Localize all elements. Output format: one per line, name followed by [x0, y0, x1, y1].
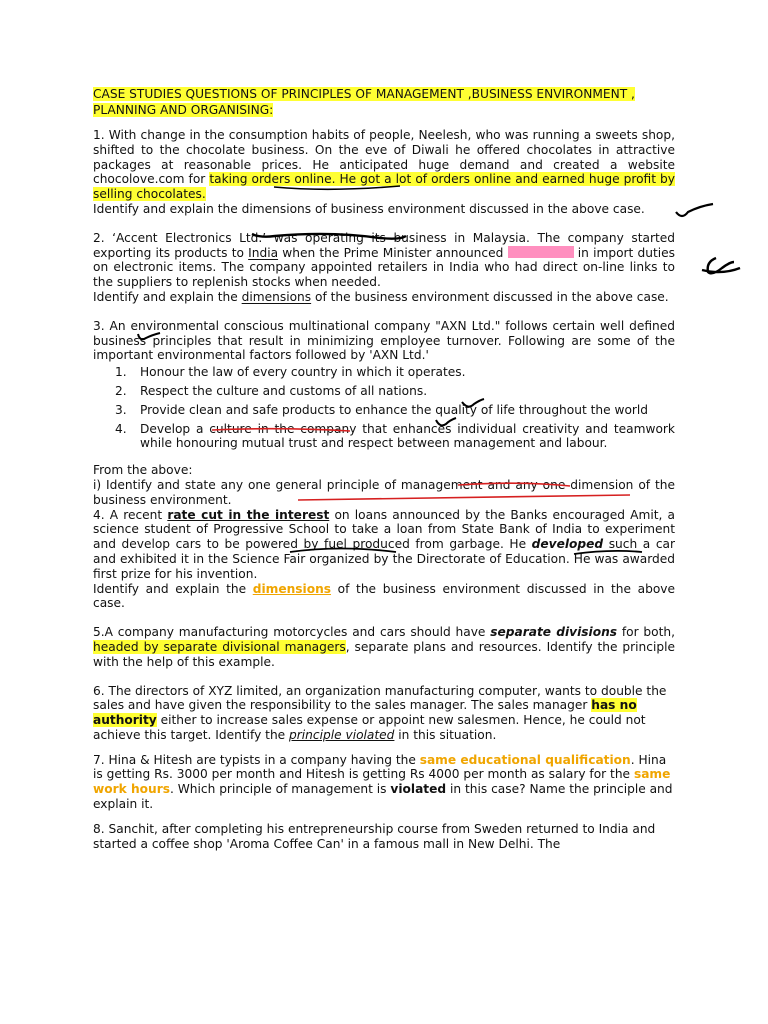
q3-factor-list	[93, 365, 675, 451]
q3-ask: i) Identify and state any one general principle of management and any one dimension of the business environment.	[93, 477, 675, 507]
list-item: 3. Provide clean and safe products to enhance the quality of life throughout the world	[115, 402, 649, 417]
document-page	[93, 86, 675, 851]
question-6: 6. The directors of XYZ limited, an organization manufacturing computer, wants to double the sales and have given the responsibility to the sales manager. The sales manager has no authority either to increase sales expense or appoint new salesmen. Hence, he could not achieve this target. Identify the principle violated in this situation.	[93, 683, 667, 742]
question-5: 5.A company manufacturing motorcycles and cars should have separate divisions for both, headed by separate divisional managers, separate plans and resources. Identify the principle with the help of this example.	[93, 625, 675, 669]
question-8: 8. Sanchit, after completing his entrepreneurship course from Sweden returned to India and started a coffee shop 'Aroma Coffee Can' in a famous mall in New Delhi. The	[93, 821, 656, 851]
q3-from-above: From the above:	[93, 463, 193, 478]
question-7: 7. Hina & Hitesh are typists in a company having the same educational qualification. Hina is getting Rs. 3000 per month and Hitesh is getting Rs 4000 per month as salary for the same work hours. Which principle of management is violated in this case? Name the principle and explain it.	[93, 752, 673, 812]
question-2-ask: Identify and explain the dimensions of the business environment discussed in the above case.	[93, 289, 669, 304]
document-title: CASE STUDIES QUESTIONS OF PRINCIPLES OF MANAGEMENT ,BUSINESS ENVIRONMENT , PLANNING AND ORGANISING:	[93, 87, 635, 117]
question-1-ask: Identify and explain the dimensions of business environment discussed in the above case.	[93, 201, 645, 216]
question-4: 4. A recent rate cut in the interest on loans announced by the Banks encouraged Amit, a science student of Progressive School to take a loan from State Bank of India to experiment and develop cars to be powered by fuel produced from garbage. He developed such a car and exhibited it in the Science Fair organized by the Directorate of Education. He was awarded first prize for his invention.	[93, 507, 676, 581]
q1-highlight: taking orders online. He got a lot of orders online and earned huge profit by selling chocolates.	[93, 172, 675, 202]
list-item: 2. Respect the culture and customs of all nations.	[115, 383, 428, 398]
question-1: 1. With change in the consumption habits of people, Neelesh, who was running a sweets shop, shifted to the chocolate business. On the eve of Diwali he offered chocolates in attractive packages at reasonable prices. He anticipated huge demand and created a website chocolove.com for taking orders online. He got a lot of orders online and earned huge profit by selling chocolates.	[93, 128, 675, 202]
list-item: 1. Honour the law of every country in which it operates.	[115, 365, 466, 380]
question-2: 2. ‘Accent Electronics Ltd.’ was operating its business in Malaysia. The company started exporting its products to India when the Prime Minister announced in import duties on electronic items. The company appointed retailers in India who had direct on-line links to the suppliers to replenish stocks when needed.	[93, 230, 675, 290]
list-item: 4. Develop a culture in the company that enhances individual creativity and teamwork while honouring mutual trust and respect between management and labour.	[115, 421, 675, 451]
question-3-intro: 3. An environmental conscious multinational company "AXN Ltd." follows certain well defined business principles that result in minimizing employee turnover. Following are some of the important environmental factors followed by 'AXN Ltd.'	[93, 318, 675, 363]
question-4-ask: Identify and explain the dimensions of the business environment discussed in the above case.	[93, 581, 675, 611]
curl-mark-icon	[702, 258, 740, 273]
tick-mark-icon	[676, 204, 713, 216]
redacted-mark	[508, 246, 574, 258]
